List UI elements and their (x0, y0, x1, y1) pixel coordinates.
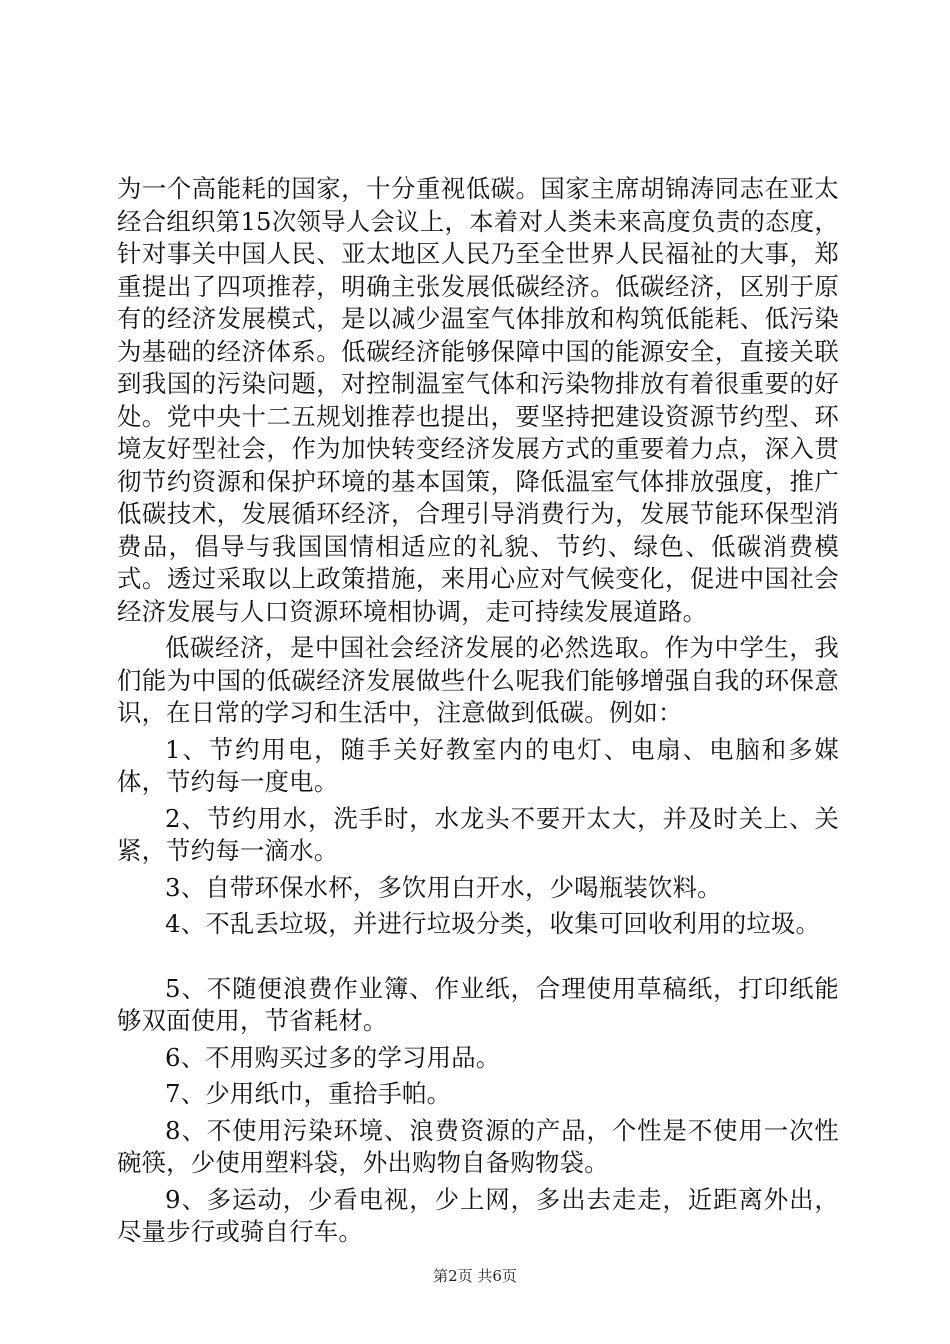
list-item-2: 2、节约用水，洗手时，水龙头不要开太大，并及时关上、关紧，节约每一滴水。 (117, 803, 839, 865)
list-item-9: 9、多运动，少看电视，少上网，多出去走走，近距离外出，尽量步行或骑自行车。 (117, 1184, 839, 1246)
list-item-6: 6、不用购买过多的学习用品。 (165, 1042, 501, 1072)
paragraph-student-role: 低碳经济，是中国社会经济发展的必然选取。作为中学生，我们能为中国的低碳经济发展做些什么呢我们能够增强自我的环保意识，在日常的学习和生活中，注意做到低碳。例如： (117, 633, 839, 727)
list-item-4: 4、不乱丢垃圾，并进行垃圾分类，收集可回收利用的垃圾。 (165, 909, 821, 938)
list-item-8: 8、不使用污染环境、浪费资源的产品，个性是不使用一次性碗筷，少使用塑料袋，外出购物自备购物袋。 (117, 1115, 839, 1177)
body-text (117, 173, 839, 1249)
paragraph-low-carbon-policy: 为一个高能耗的国家，十分重视低碳。国家主席胡锦涛同志在亚太经合组织第15次领导人会议上，本着对人类未来高度负责的态度，针对事关中国人民、亚太地区人民乃至全世界人民福祉的大事，郑重提出了四项推荐，明确主张发展低碳经济。低碳经济，区别于原有的经济发展模式，是以减少温室气体排放和构筑低能耗、低污染为基础的经济体系。低碳经济能够保障中国的能源安全，直接关联到我国的污染问题，对控制温室气体和污染物排放有着很重要的好处。党中央十二五规划推荐也提出，要坚持把建设资源节约型、环境友好型社会，作为加快转变经济发展方式的重要着力点，深入贯彻节约资源和保护环境的基本国策，降低温室气体排放强度，推广低碳技术，发展循环经济，合理引导消费行为，发展节能环保型消费品，倡导与我国国情相适应的礼貌、节约、绿色、低碳消费模式。透过采取以上政策措施，来用心应对气候变化，促进中国社会经济发展与人口资源环境相协调，走可持续发展道路。 (117, 174, 839, 626)
list-item-7: 7、少用纸巾，重拾手帕。 (165, 1079, 452, 1108)
page-footer: 第2页 共6页 (433, 1267, 517, 1285)
list-item-3: 3、自带环保水杯，多饮用白开水，少喝瓶装饮料。 (165, 872, 722, 902)
list-item-5: 5、不随便浪费作业簿、作业纸，合理使用草稿纸，打印纸能够双面使用，节省耗材。 (117, 973, 839, 1035)
list-item-1: 1、节约用电，随手关好教室内的电灯、电扇、电脑和多媒体，节约每一度电。 (117, 734, 839, 796)
